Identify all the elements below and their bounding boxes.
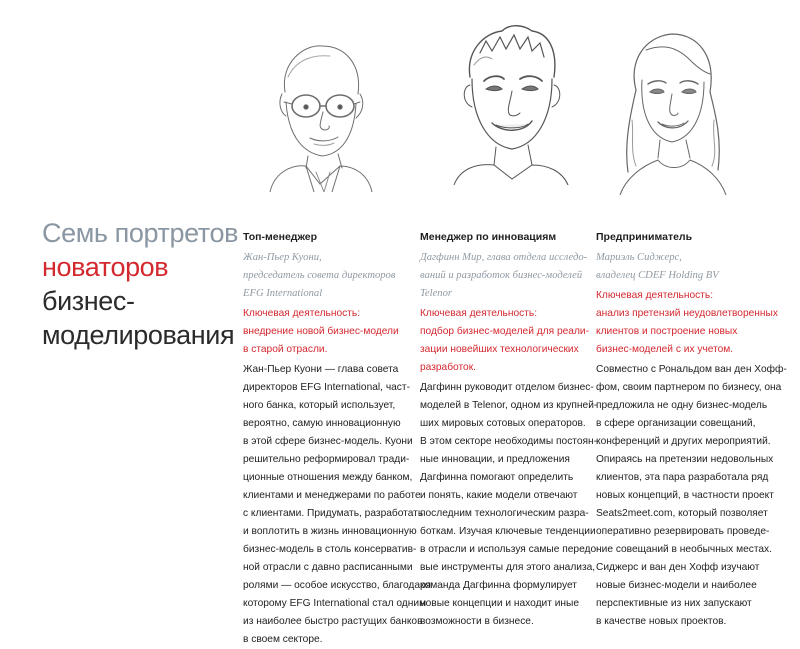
key-line: внедрение новой бизнес-модели [243,326,399,337]
body-line: из наиболее быстро растущих банков [243,616,423,627]
title-line-2: новаторов [42,252,169,282]
body-line: В этом секторе необходимы постоян- [420,436,598,447]
profile-description [243,361,432,649]
body-line: боткам. Изучая ключевые тенденции [420,526,596,537]
body-line: в сфере организации совещаний, [596,418,756,429]
key-line: Ключевая деятельность: [243,308,361,319]
body-line: вые инструменты для этого анализа, [420,562,596,573]
key-line: Ключевая деятельность: [420,308,538,319]
body-line: Совместно с Рональдом ван ден Хофф- [596,364,787,375]
body-line: в качестве новых проектов. [596,616,727,627]
profile-column-1 [243,228,432,649]
name-line: ваний и разработок бизнес-моделей [420,270,583,281]
name-line: Дагфинн Мир, глава отдела исследо- [420,252,588,263]
body-line: новых концепций, в частности проект [596,490,774,501]
body-line: которому EFG International стал одним [243,598,427,609]
body-line: Seats2meet.com, который позволяет [596,508,768,519]
body-line: директоров EFG International, част- [243,382,410,393]
profile-column-3 [596,228,787,631]
body-line: ших мировых сотовых операторов. [420,418,586,429]
name-line: владелец CDEF Holding BV [596,270,719,281]
body-line: в отрасли и используя самые передо- [420,544,600,555]
profile-role: Менеджер по инновациям [420,231,557,243]
title-line-3: бизнес- [42,286,135,316]
body-line: новые концепции и находит иные [420,598,580,609]
body-line: ные инновации, и предложения [420,454,570,465]
key-line: бизнес-моделей с их учетом. [596,344,734,355]
key-line: в старой отрасли. [243,344,328,355]
body-line: с клиентами. Придумать, разработать [243,508,424,519]
body-line: конференций и других мероприятий. [596,436,771,447]
body-line: Опираясь на претензии недовольных [596,454,774,465]
key-line: зации новейших технологических [420,344,579,355]
profile-name [243,249,411,303]
profile-role: Топ-менеджер [243,231,318,243]
body-line: оперативно резервировать проведе- [596,526,770,537]
body-line: команда Дагфинна формулирует [420,580,577,591]
body-line: и понять, какие модели отвечают [420,490,578,501]
body-line: ние совещаний в необычных местах. [596,544,772,555]
body-line: Сиджерс и ван ден Хофф изучают [596,562,760,573]
body-line: ционные отношения между банком, [243,472,413,483]
body-line: ной отрасли с давно расписанными [243,562,413,573]
body-line: предложила не одну бизнес-модель [596,400,768,411]
title-line-1: Семь портретов [42,218,239,248]
profile-description [596,361,787,631]
body-line: новые бизнес-модели и наиболее [596,580,757,591]
body-line: бизнес-модель в столь консерватив- [243,544,417,555]
name-line: Жан-Пьер Куони, [243,252,322,263]
body-line: моделей в Telenor, одном из крупней- [420,400,598,411]
profile-column-2 [420,228,600,631]
profile-name [596,249,776,285]
profile-role: Предприниматель [596,231,693,243]
body-line: последним технологическим разра- [420,508,589,519]
portrait-kuoni [250,32,380,192]
body-line: фом, своим партнером по бизнесу, она [596,382,782,393]
name-line: Telenor [420,288,452,299]
body-line: и воплотить в жизнь инновационную [243,526,417,537]
profile-key-activity [243,305,411,359]
key-line: подбор бизнес-моделей для реали- [420,326,589,337]
body-line: решительно реформировал тради- [243,454,410,465]
page-title [42,216,242,352]
body-line: Дагфинна помогают определить [420,472,574,483]
title-line-4: моделирования [42,320,235,350]
body-line: в этой сфере бизнес-модель. Куони [243,436,413,447]
profile-name [420,249,588,303]
profile-description [420,379,600,631]
key-line: анализ претензий неудовлетворенных [596,308,778,319]
body-line: вероятно, самую инновационную [243,418,401,429]
body-line: в своем секторе. [243,634,323,645]
profile-key-activity [420,305,589,377]
body-line: ролями — особое искусство, благодаря [243,580,432,591]
portrait-mir [440,15,580,185]
body-line: Жан-Пьер Куони — глава совета [243,364,399,375]
key-line: разработок. [420,362,477,373]
key-line: Ключевая деятельность: [596,290,714,301]
portrait-sijgers [606,20,736,195]
body-line: Дагфинн руководит отделом бизнес- [420,382,594,393]
body-line: ного банка, который использует, [243,400,396,411]
body-line: возможности в бизнесе. [420,616,534,627]
name-line: Мариэль Сиджерс, [596,252,682,263]
body-line: перспективные из них запускают [596,598,752,609]
body-line: клиентов, эта пара разработала ряд [596,472,769,483]
name-line: председатель совета директоров [243,270,396,281]
key-line: клиентов и построение новых [596,326,738,337]
body-line: клиентами и менеджерами по работе [243,490,421,501]
profile-key-activity [596,287,776,359]
name-line: EFG International [243,288,323,299]
